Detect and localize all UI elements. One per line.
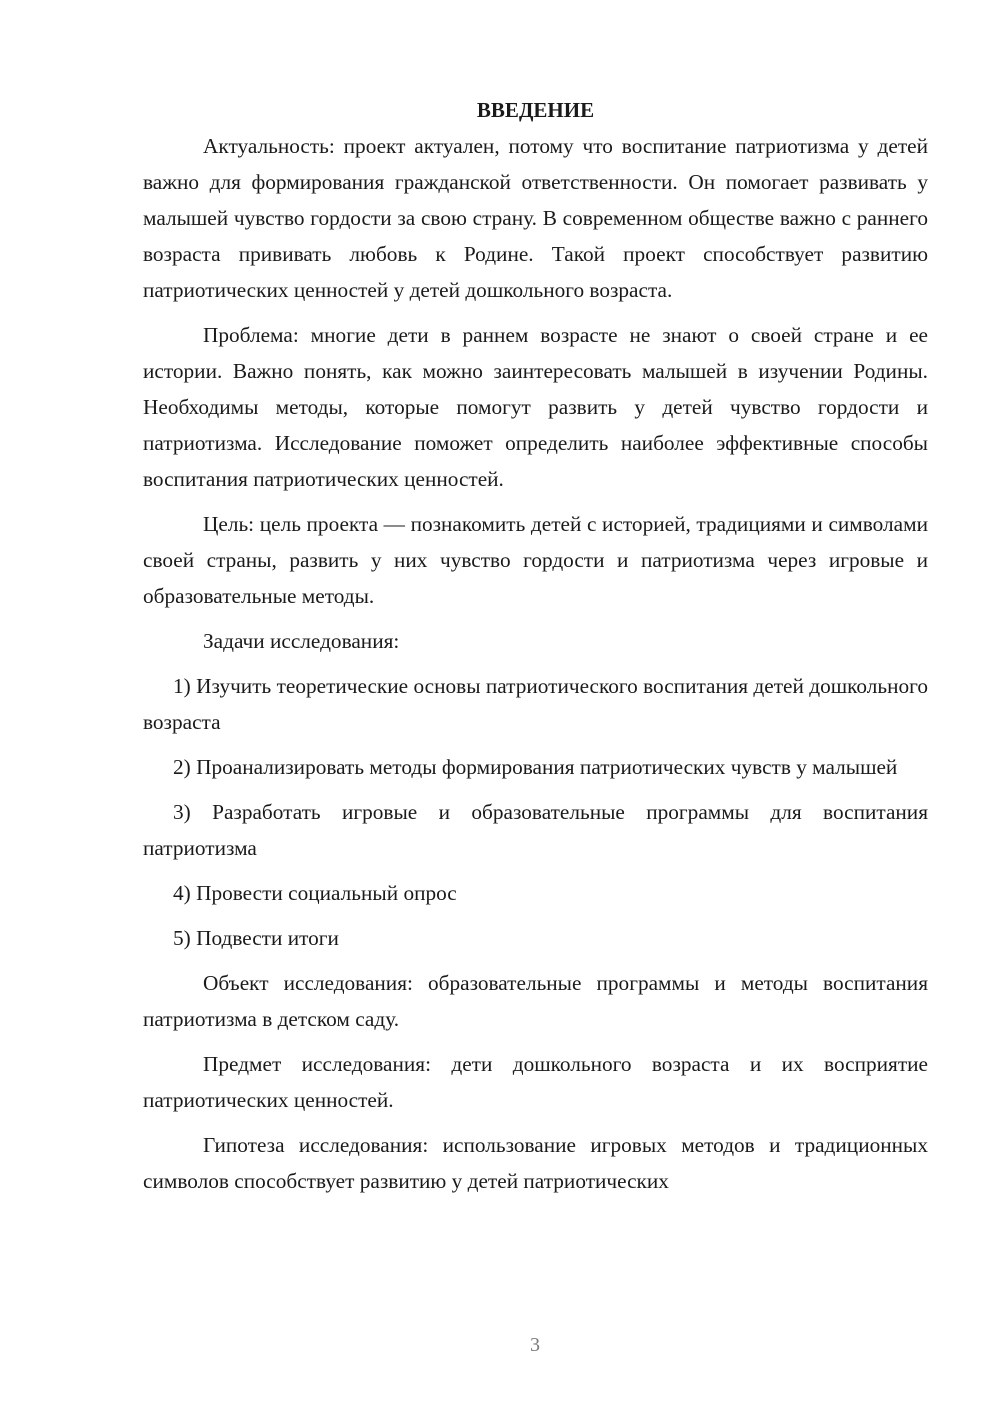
page-number: 3 <box>530 1334 540 1356</box>
task-item-1: 1) Изучить теоретические основы патриотического воспитания детей дошкольного возраста <box>143 674 928 734</box>
task-item-5: 5) Подвести итоги <box>173 926 339 950</box>
problem-paragraph: Проблема: многие дети в раннем возрасте не знают о своей стране и ее истории. Важно понять, как можно заинтересовать малышей в изучении Родины. Необходимы методы, которые помогут развить у детей чувство гордости и патриотизма. Исследование поможет определить наиболее эффективные способы воспитания патриотических ценностей. <box>143 323 928 491</box>
document-page <box>143 92 928 1208</box>
document-heading: ВВЕДЕНИЕ <box>476 98 595 122</box>
task-item-3: 3) Разработать игровые и образовательные программы для воспитания патриотизма <box>143 800 928 860</box>
relevance-paragraph: Актуальность: проект актуален, потому что воспитание патриотизма у детей важно для формирования гражданской ответственности. Он помогает развивать у малышей чувство гордости за свою страну. В современном обществе важно с раннего возраста прививать любовь к Родине. Такой проект способствует развитию патриотических ценностей у детей дошкольного возраста. <box>143 134 928 302</box>
task-item-4: 4) Провести социальный опрос <box>173 881 457 905</box>
tasks-title: Задачи исследования: <box>203 629 400 653</box>
task-item-2: 2) Проанализировать методы формирования патриотических чувств у малышей <box>173 755 898 779</box>
hypothesis-paragraph: Гипотеза исследования: использование игровых методов и традиционных символов способствует развитию у детей патриотических <box>143 1133 928 1193</box>
object-paragraph: Объект исследования: образовательные программы и методы воспитания патриотизма в детском саду. <box>143 971 928 1031</box>
subject-paragraph: Предмет исследования: дети дошкольного возраста и их восприятие патриотических ценностей. <box>143 1052 928 1112</box>
goal-paragraph: Цель: цель проекта — познакомить детей с историей, традициями и символами своей страны, развить у них чувство гордости и патриотизма через игровые и образовательные методы. <box>143 512 928 608</box>
